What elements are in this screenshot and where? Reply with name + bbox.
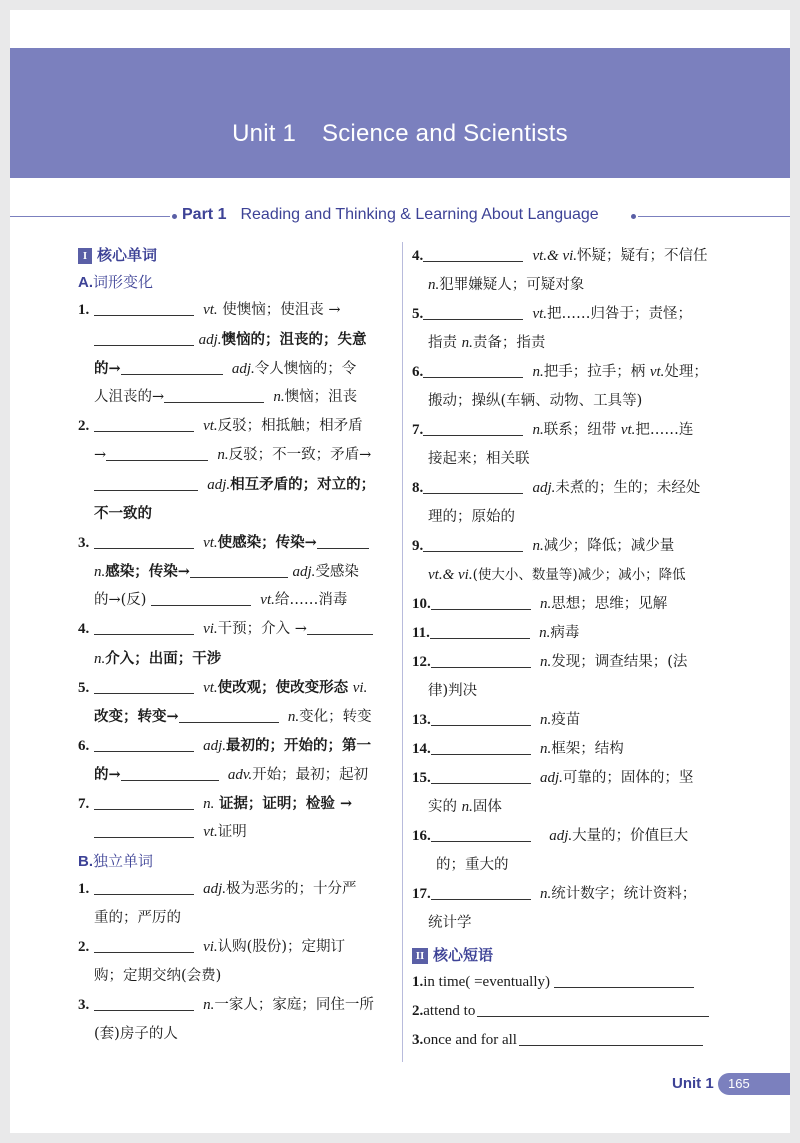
- answer-blank[interactable]: [94, 793, 194, 810]
- item-number: 15.: [412, 770, 431, 786]
- pos-label: n.: [461, 335, 473, 351]
- part-label: Part 1: [182, 206, 227, 223]
- answer-blank[interactable]: [94, 299, 194, 316]
- part-rule-left: [10, 216, 170, 217]
- pos-label: n.: [539, 712, 552, 728]
- sub-title: 独立单词: [93, 852, 154, 870]
- pos-label: n.: [532, 422, 544, 438]
- part-title: [182, 206, 599, 224]
- definition-text: (使大小、数量等)减少；减小；降低: [472, 567, 686, 583]
- list-item-continuation: [78, 499, 396, 528]
- item-number: 6.: [412, 364, 424, 380]
- definition-text: 的→: [94, 766, 121, 783]
- list-item-continuation: [412, 909, 728, 938]
- definition-text: 反驳；相抵触；相矛盾: [217, 418, 363, 434]
- sub-title: 词形变化: [93, 273, 154, 291]
- list-item-continuation: [412, 503, 728, 532]
- answer-blank[interactable]: [94, 618, 194, 635]
- definition-text: 统计数字；统计资料；: [551, 886, 697, 902]
- answer-blank[interactable]: [190, 561, 288, 578]
- definition-text: 开始；最初；起初: [252, 767, 369, 783]
- answer-blank[interactable]: [94, 415, 194, 432]
- item-number: 2.: [412, 1003, 424, 1019]
- pos-label: adj.: [203, 738, 226, 754]
- item-number: 4.: [412, 248, 424, 264]
- list-item: [412, 619, 728, 648]
- list-item-continuation: [78, 644, 396, 673]
- definition-text: 极为恶劣的；十分严: [226, 881, 357, 897]
- item-number: 9.: [412, 538, 424, 554]
- list-item: [412, 242, 728, 271]
- list-item: [78, 673, 396, 702]
- answer-blank[interactable]: [164, 386, 264, 403]
- pos-label: adj.: [532, 480, 556, 496]
- list-item-continuation: [412, 851, 728, 880]
- pos-label: n.: [94, 564, 106, 580]
- answer-blank[interactable]: [121, 358, 223, 375]
- definition-text: 疫苗: [551, 712, 581, 728]
- answer-blank[interactable]: [477, 1000, 709, 1017]
- list-item-continuation: [78, 557, 396, 586]
- answer-blank[interactable]: [94, 677, 194, 694]
- pos-label: vi.: [352, 680, 368, 696]
- phrase-text: in time( =eventually): [423, 974, 551, 990]
- answer-blank[interactable]: [94, 532, 194, 549]
- part-rule-right: [638, 216, 790, 217]
- answer-blank[interactable]: [431, 651, 531, 668]
- answer-blank[interactable]: [431, 825, 531, 842]
- list-item-continuation: [78, 586, 396, 615]
- answer-blank[interactable]: [307, 618, 373, 635]
- item-number: 10.: [412, 596, 431, 612]
- section-title: 核心单词: [97, 246, 158, 264]
- list-item-continuation: [412, 677, 728, 706]
- pos-label: adj.: [198, 332, 222, 348]
- pos-label: n.: [539, 625, 551, 641]
- subheading-word-forms: [78, 268, 396, 296]
- item-number: 16.: [412, 828, 431, 844]
- list-item-continuation: [78, 441, 396, 470]
- answer-blank[interactable]: [106, 444, 208, 461]
- pos-label: adj.: [549, 828, 573, 844]
- answer-blank[interactable]: [94, 735, 194, 752]
- list-item: [78, 789, 396, 818]
- page-title: [10, 120, 790, 148]
- definition-text: 病毒: [550, 625, 580, 641]
- roman-numeral-badge: I: [78, 248, 92, 264]
- definition-text: 减少；降低；减少量: [543, 538, 675, 554]
- pos-label: n.: [461, 799, 473, 815]
- definition-text: 搬动；操纵(车辆、动物、工具等): [428, 393, 643, 409]
- list-item: [412, 735, 728, 764]
- list-item-continuation: [78, 962, 396, 991]
- answer-blank[interactable]: [423, 361, 523, 378]
- definition-text: 懊恼的；沮丧的；失意: [221, 331, 367, 348]
- definition-text: 固体: [472, 799, 502, 815]
- definition-text: 的→(反): [94, 592, 147, 608]
- left-column: [78, 242, 396, 1049]
- pos-label: n.: [532, 364, 544, 380]
- pos-label: vt.: [620, 422, 636, 438]
- item-number: 7.: [78, 796, 90, 812]
- pos-label: n.: [539, 654, 552, 670]
- phrase-item: [412, 968, 728, 997]
- pos-label: vt.: [260, 592, 275, 608]
- pos-label: n.: [287, 709, 300, 725]
- definition-text: 变化；转变: [299, 709, 372, 725]
- sub-letter: B.: [78, 853, 93, 870]
- item-number: 3.: [412, 1032, 424, 1048]
- definition-text: 一家人；家庭；同住一所: [214, 997, 374, 1013]
- item-number: 5.: [78, 680, 90, 696]
- list-item: [78, 296, 396, 325]
- definition-text: 把……连: [635, 422, 694, 438]
- list-item-continuation: [412, 329, 728, 358]
- answer-blank[interactable]: [94, 878, 194, 895]
- section-heading-core-words: [78, 242, 396, 268]
- list-item: [412, 590, 728, 619]
- part-subtitle: Reading and Thinking & Learning About Language: [240, 206, 599, 223]
- pos-label: n.: [532, 538, 544, 554]
- pos-label: vt.: [532, 306, 548, 322]
- list-item-continuation: [78, 702, 396, 731]
- item-number: 1.: [412, 974, 424, 990]
- phrase-item: [412, 997, 728, 1026]
- answer-blank[interactable]: [423, 419, 523, 436]
- title-banner: [10, 48, 790, 178]
- list-item-continuation: [78, 354, 396, 383]
- pos-label: vt.: [203, 302, 218, 318]
- phrase-item: [412, 1026, 728, 1055]
- pos-label: vt.: [203, 418, 218, 434]
- definition-text: 令人懊恼的；令: [254, 361, 357, 377]
- definition-text: 懊恼；沮丧: [284, 389, 358, 405]
- answer-blank[interactable]: [431, 883, 531, 900]
- definition-text: 购；定期交纳(会费): [94, 968, 222, 984]
- phrase-text: attend to: [423, 1003, 476, 1019]
- definition-text: 给……消毒: [274, 592, 348, 608]
- item-number: 14.: [412, 741, 431, 757]
- list-item: [412, 358, 728, 387]
- sub-letter: A.: [78, 274, 93, 291]
- definition-text: 大量的；价值巨大: [572, 828, 689, 844]
- pos-label: adj.: [231, 361, 255, 377]
- list-item: [78, 991, 396, 1020]
- list-item-continuation: [412, 271, 728, 300]
- definition-text: 指责: [428, 335, 457, 351]
- pos-label: vt.: [203, 680, 218, 696]
- item-number: 11.: [412, 625, 430, 641]
- item-number: 5.: [412, 306, 424, 322]
- definition-text: 反驳；不一致；矛盾→: [228, 447, 372, 463]
- definition-text: 最初的；开始的；第一: [226, 737, 371, 754]
- list-item: [78, 933, 396, 962]
- item-number: 1.: [78, 302, 90, 318]
- pos-label: adj.: [539, 770, 563, 786]
- list-item-continuation: [412, 445, 728, 474]
- answer-blank[interactable]: [431, 709, 531, 726]
- pos-label: n.: [539, 596, 552, 612]
- list-item-continuation: [412, 561, 728, 590]
- definition-text: 联系；纽带: [543, 422, 617, 438]
- definition-text: 把……归咎于；责怪；: [547, 306, 693, 322]
- definition-text: 犯罪嫌疑人；可疑对象: [439, 277, 585, 293]
- item-number: 17.: [412, 886, 431, 902]
- item-number: 2.: [78, 939, 90, 955]
- right-column: [412, 242, 728, 1055]
- definition-text: 理的；原始的: [428, 509, 515, 525]
- list-item: [412, 416, 728, 445]
- list-item: [412, 474, 728, 503]
- column-divider: [402, 242, 403, 1062]
- list-item: [78, 875, 396, 904]
- item-number: 7.: [412, 422, 424, 438]
- pos-label: vt.: [203, 535, 218, 551]
- definition-text: 律)判决: [428, 683, 478, 699]
- pos-label: n.: [539, 886, 552, 902]
- section-title: 核心短语: [433, 946, 494, 964]
- list-item-continuation: [78, 760, 396, 789]
- section-heading-core-phrases: [412, 942, 728, 968]
- definition-text: 的→: [94, 360, 121, 377]
- definition-text: 框架；结构: [551, 741, 624, 757]
- answer-blank[interactable]: [121, 764, 219, 781]
- item-number: 4.: [78, 621, 90, 637]
- roman-numeral-badge: II: [412, 948, 428, 964]
- list-item: [412, 764, 728, 793]
- item-number: 2.: [78, 418, 90, 434]
- pos-label: n.: [273, 389, 285, 405]
- footer-unit-label: Unit 1: [672, 1075, 714, 1092]
- definition-text: 重的；严厉的: [94, 910, 181, 926]
- definition-text: 怀疑；疑有；不信任: [577, 248, 708, 264]
- pos-label: adj.: [292, 564, 316, 580]
- list-item: [78, 731, 396, 760]
- definition-text: 处理；: [664, 364, 708, 380]
- pos-label: n.: [203, 796, 215, 812]
- answer-blank[interactable]: [423, 477, 523, 494]
- list-item: [412, 648, 728, 677]
- definition-text: 发现；调查结果；(法: [551, 654, 688, 670]
- answer-blank[interactable]: [94, 821, 194, 838]
- definition-text: 干预；介入 →: [217, 621, 307, 637]
- definition-text: 证明: [217, 824, 247, 840]
- subheading-independent-words: [78, 847, 396, 875]
- definition-text: 统计学: [428, 915, 472, 931]
- unit-name: Science and Scientists: [322, 120, 568, 147]
- answer-blank[interactable]: [94, 936, 194, 953]
- pos-label: vt.: [203, 824, 218, 840]
- definition-text: 受感染: [315, 564, 359, 580]
- definition-text: 人沮丧的→: [94, 389, 165, 405]
- answer-blank[interactable]: [423, 535, 523, 552]
- pos-label: adj.: [207, 477, 231, 493]
- pos-label: adv.: [227, 767, 253, 783]
- page-footer: [10, 1073, 790, 1097]
- item-number: 6.: [78, 738, 90, 754]
- definition-text: 接起来；相关联: [428, 451, 530, 467]
- arrow-text: →: [94, 447, 107, 463]
- answer-blank[interactable]: [423, 303, 523, 320]
- list-item: [412, 300, 728, 329]
- answer-blank[interactable]: [94, 329, 194, 346]
- item-number: 13.: [412, 712, 431, 728]
- page: [10, 10, 790, 1133]
- pos-label: vt.& vi.: [428, 567, 473, 583]
- definition-text: 不一致的: [94, 505, 152, 522]
- page-number: 165: [718, 1073, 790, 1095]
- item-number: 12.: [412, 654, 431, 670]
- pos-label: vt.: [649, 364, 665, 380]
- list-item: [412, 880, 728, 909]
- pos-label: n.: [94, 651, 106, 667]
- definition-text: 证据；证明；检验 →: [218, 795, 353, 812]
- answer-blank[interactable]: [431, 593, 531, 610]
- definition-text: 认购(股份)；定期订: [217, 939, 345, 955]
- pos-label: adj.: [203, 881, 226, 897]
- definition-text: 思想；思维；见解: [551, 596, 668, 612]
- list-item-continuation: [78, 470, 396, 499]
- definition-text: 实的: [428, 799, 457, 815]
- answer-blank[interactable]: [519, 1029, 703, 1046]
- list-item-continuation: [78, 904, 396, 933]
- answer-blank[interactable]: [431, 738, 531, 755]
- pos-label: n.: [428, 277, 440, 293]
- pos-label: n.: [539, 741, 552, 757]
- pos-label: vi.: [203, 621, 218, 637]
- pos-label: n.: [217, 447, 229, 463]
- list-item: [78, 528, 396, 557]
- definition-text: 可靠的；固体的；坚: [562, 770, 694, 786]
- list-item-continuation: [78, 818, 396, 847]
- list-item-continuation: [78, 383, 396, 412]
- pos-label: vi.: [203, 939, 218, 955]
- answer-blank[interactable]: [151, 589, 251, 606]
- definition-text: 使感染；传染→: [217, 534, 317, 551]
- answer-blank[interactable]: [94, 474, 198, 491]
- unit-label: Unit 1: [232, 120, 297, 147]
- definition-text: 改变；转变→: [94, 708, 179, 725]
- answer-blank[interactable]: [430, 622, 530, 639]
- list-item: [78, 412, 396, 441]
- definition-text: 感染；传染→: [105, 563, 190, 580]
- definition-text: 使改观；使改变形态: [217, 679, 349, 696]
- list-item: [412, 822, 728, 851]
- item-number: 3.: [78, 997, 90, 1013]
- part-dot-right: [631, 214, 636, 219]
- answer-blank[interactable]: [423, 245, 523, 262]
- answer-blank[interactable]: [431, 767, 531, 784]
- list-item-continuation: [78, 325, 396, 354]
- list-item: [412, 532, 728, 561]
- definition-text: 的；重大的: [436, 857, 509, 873]
- item-number: 8.: [412, 480, 424, 496]
- definition-text: 把手；拉手；柄: [543, 364, 646, 380]
- part-dot-left: [172, 214, 177, 219]
- pos-label: vt.& vi.: [532, 248, 578, 264]
- answer-blank[interactable]: [554, 971, 694, 988]
- item-number: 3.: [78, 535, 90, 551]
- list-item-continuation: [412, 387, 728, 416]
- definition-text: 未煮的；生的；未经处: [555, 480, 701, 496]
- definition-text: 使懊恼；使沮丧 →: [222, 302, 341, 318]
- answer-blank[interactable]: [94, 994, 194, 1011]
- definition-text: 介入；出面；干涉: [105, 650, 222, 667]
- definition-text: 相互矛盾的；对立的；: [230, 476, 376, 493]
- definition-text: 责备；指责: [472, 335, 546, 351]
- list-item: [412, 706, 728, 735]
- item-number: 1.: [78, 881, 90, 897]
- phrase-text: once and for all: [423, 1032, 517, 1048]
- list-item-continuation: [412, 793, 728, 822]
- list-item-continuation: [78, 1020, 396, 1049]
- pos-label: n.: [203, 997, 215, 1013]
- answer-blank[interactable]: [317, 532, 369, 549]
- list-item: [78, 615, 396, 644]
- answer-blank[interactable]: [179, 706, 279, 723]
- definition-text: (套)房子的人: [94, 1026, 178, 1042]
- part-header: [10, 206, 790, 230]
